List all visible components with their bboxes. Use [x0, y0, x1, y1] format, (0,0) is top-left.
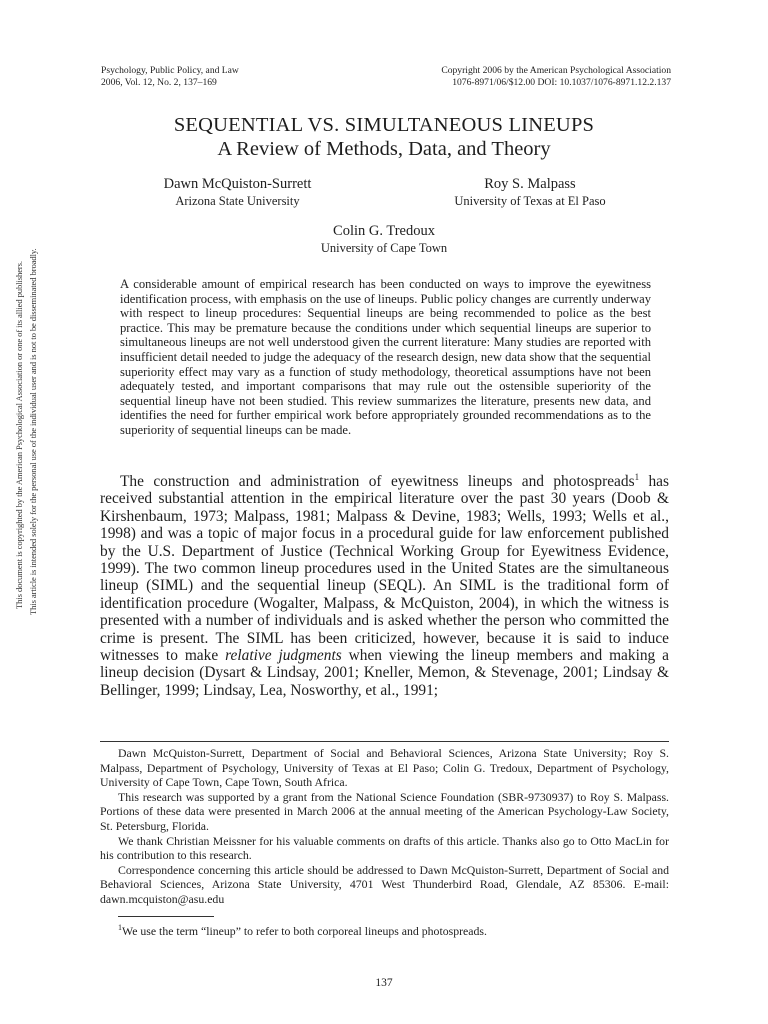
author-notes-divider [100, 741, 669, 742]
author-name: Colin G. Tredoux [333, 223, 435, 239]
author-block-3 [234, 223, 534, 256]
article-title [90, 113, 678, 161]
footnote-divider [118, 916, 214, 917]
copyright-line: Copyright 2006 by the American Psychological Association [441, 65, 671, 76]
footnote [100, 924, 669, 938]
note-funding: This research was supported by a grant from the National Science Foundation (SBR-9730937) to Roy S. Malpass. Portions of these data were presented in March 2006 at the annual meeting of the American Psychology-Law Society, St. Petersburg, Florida. [100, 789, 669, 833]
journal-citation [101, 65, 239, 89]
side-notice-line1: This document is copyrighted by the American Psychological Association or one of its allied publishers. [14, 261, 24, 609]
author-affiliation: University of Cape Town [320, 241, 448, 255]
page-number: 137 [375, 977, 393, 989]
title-subtitle: A Review of Methods, Data, and Theory [217, 138, 551, 160]
author-block-2 [410, 176, 650, 209]
body-text-part2: has received substantial attention in the empirical literature over the past 30 years (Doob & Kirshenbaum, 1973; Malpass, 1981; Malpass & Devine, 1983; Wells, 1993; Wells et al., 1998) and was a topic of major focus in a procedural guide for law enforcement published by the U.S. Department of Justice (Technical Working Group for Eyewitness Evidence, 1999). The two common lineup procedures used in the United States are the simultaneous lineup (SIML) and the sequential lineup (SEQL). An SIML is the traditional form of identification procedure (Wogalter, Malpass, & McQuiston, 2004), in which the witness is presented with a number of individuals and is asked whether the person who committed the crime is present. The SIML has been criticized, however, because it is said to induce witnesses to make [100, 473, 669, 665]
journal-volume: 2006, Vol. 12, No. 2, 137–169 [101, 77, 217, 88]
doi-line: 1076-8971/06/$12.00 DOI: 10.1037/1076-8971.12.2.137 [452, 77, 671, 88]
body-text-part1: The construction and administration of eyewitness lineups and photospreads [120, 473, 635, 490]
author-name: Roy S. Malpass [484, 176, 576, 192]
copyright-info [441, 65, 671, 89]
title-main: SEQUENTIAL VS. SIMULTANEOUS LINEUPS [173, 114, 595, 136]
journal-name: Psychology, Public Policy, and Law [101, 65, 239, 76]
author-block-1 [120, 176, 355, 209]
author-name: Dawn McQuiston-Surrett [163, 176, 312, 192]
footnote-number: 1 [118, 923, 122, 933]
author-affiliation: University of Texas at El Paso [454, 194, 606, 208]
body-italic-term: relative judgments [225, 647, 342, 665]
note-affiliations: Dawn McQuiston-Surrett, Department of Social and Behavioral Sciences, Arizona State University; Roy S. Malpass, Department of Psychology, University of Texas at El Paso; Colin G. Tredoux, Department of Psychology, University of Cape Town, Cape Town, South Africa. [100, 746, 669, 790]
author-affiliation: Arizona State University [175, 194, 300, 208]
abstract: A considerable amount of empirical research has been conducted on ways to improve the eyewitness identification process, with emphasis on the use of lineups. Public policy changes are currently underway with respect to lineup procedures: Sequential lineups are being recommended to police as the best practice. This may be premature because the conditions under which sequential lineups are superior to simultaneous lineups are not well understood given the current literature: Many studies are reported with insufficient detail needed to judge the adequacy of the research design, new data show that the sequential superiority effect may vary as a function of study methodology, theoretical assumptions have not been adequately tested, and important comparisons that may rule out the ostensible superiority of the sequential lineup have not been studied. This review summarizes the literature, presents new data, and identifies the need for further empirical work before appropriately grounded recommendations as to the superiority of sequential lineups can be made. [120, 277, 651, 437]
note-acknowledgments: We thank Christian Meissner for his valuable comments on drafts of this article. Thanks also go to Otto MacLin for his contribution to this research. [100, 833, 669, 863]
footnote-text: We use the term “lineup” to refer to both corporeal lineups and photospreads. [122, 924, 487, 938]
body-text-part3: when viewing the lineup members and making a lineup decision (Dysart & Lindsay, 2001; Kneller, Memon, & Stevenage, 2001; Lindsay & Bellinger, 1999; Lindsay, Lea, Nosworthy, et al., 1991; [100, 647, 669, 699]
footnote-marker[interactable]: 1 [634, 471, 640, 482]
side-notice-line2: This article is intended solely for the personal use of the individual user and is not to be disseminated broadly. [28, 248, 38, 615]
author-notes [100, 746, 669, 907]
note-correspondence: Correspondence concerning this article should be addressed to Dawn McQuiston-Surrett, Department of Social and Behavioral Sciences, Arizona State University, 4701 West Thunderbird Road, Glendale, AZ 85306. E-mail: dawn.mcquiston@asu.edu [100, 862, 669, 906]
body-paragraph [100, 473, 669, 699]
side-copyright-notice [12, 248, 42, 615]
